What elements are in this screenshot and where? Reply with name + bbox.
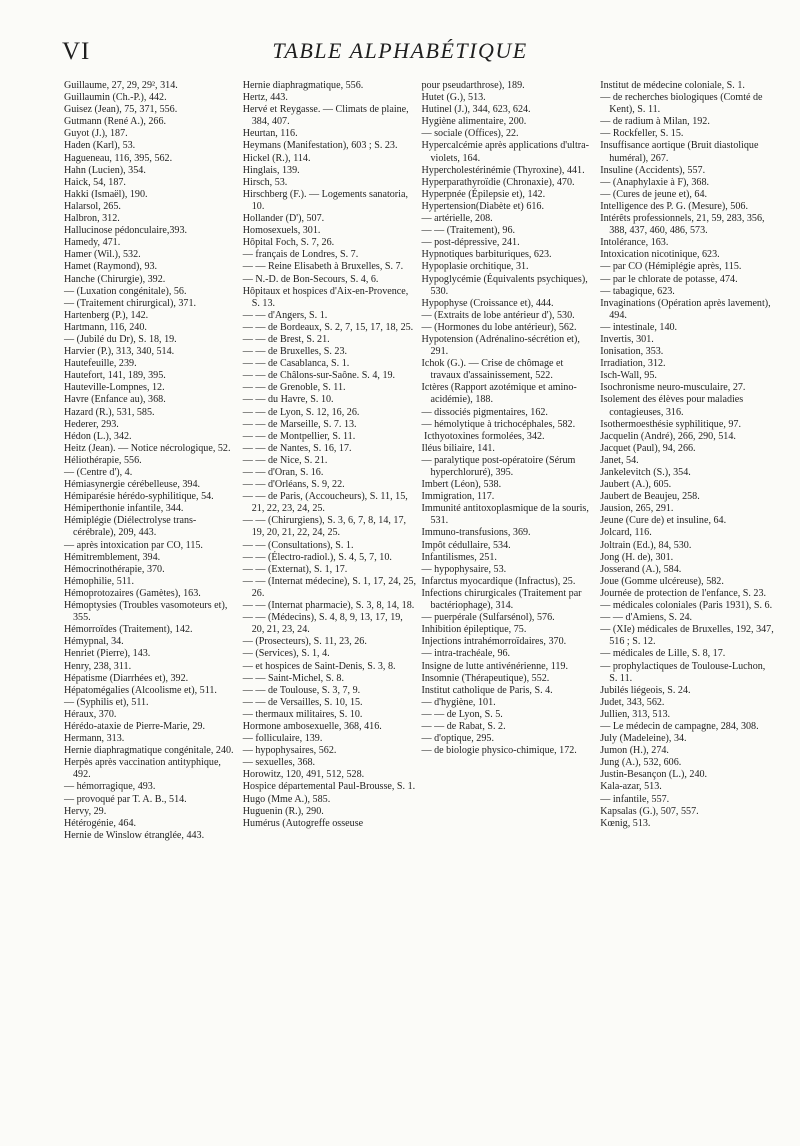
index-entry: Halbron, 312. bbox=[64, 213, 120, 225]
page-number: VI bbox=[62, 38, 91, 65]
index-column-3 bbox=[422, 80, 596, 1136]
index-entry: — — (Chirurgiens), S. 3, 6, 7, 8, 14, 17, 19, 20, 21, 22, 24, 25. bbox=[242, 515, 409, 539]
index-entry: Judet, 343, 562. bbox=[600, 696, 665, 708]
index-entry: — (Luxation congénitale), 56. bbox=[64, 285, 187, 297]
index-entry: Hygiène alimentaire, 200. bbox=[421, 116, 527, 128]
index-entry: Institut catholique de Paris, S. 4. bbox=[421, 684, 553, 696]
index-entry: Hirschberg (F.). — Logements sanatoria, 10. bbox=[242, 188, 411, 212]
index-entry: Hamet (Raymond), 93. bbox=[64, 261, 158, 273]
index-entry: Hernie de Winslow étranglée, 443. bbox=[64, 829, 205, 841]
index-entry: Hépatomégalies (Alcoolisme et), 511. bbox=[64, 684, 217, 696]
index-entry: Jullien, 313, 513. bbox=[600, 708, 671, 720]
index-entry: Hémypnal, 34. bbox=[64, 636, 124, 648]
index-entry: — après intoxication par CO, 115. bbox=[64, 539, 203, 551]
index-entry: Hypoglycémie (Équivalents psychiques), 530. bbox=[421, 273, 591, 297]
index-entry: — — de Lyon, S. 5. bbox=[421, 708, 503, 720]
index-entry: — (Prosecteurs), S. 11, 23, 26. bbox=[242, 636, 367, 648]
index-entry: Immunité antitoxoplasmique de la souris, 531. bbox=[421, 503, 592, 527]
index-entry: — provoqué par T. A. B., 514. bbox=[64, 793, 187, 805]
index-entry: — intra-trachéale, 96. bbox=[421, 648, 511, 660]
index-entry: Joue (Gomme ulcéreuse), 582. bbox=[600, 575, 724, 587]
index-entry: — — d'Angers, S. 1. bbox=[242, 309, 328, 321]
index-entry: — médicales de Lille, S. 8, 17. bbox=[600, 648, 726, 660]
index-entry: — — (Médecins), S. 4, 8, 9, 13, 17, 19, 20, 21, 23, 24. bbox=[242, 612, 406, 636]
index-entry: Jacquet (Paul), 94, 266. bbox=[600, 442, 696, 454]
index-entry: — hémorragique, 493. bbox=[64, 781, 156, 793]
index-entry: — d'optique, 295. bbox=[421, 733, 494, 745]
index-entry: Homosexuels, 301. bbox=[242, 225, 321, 237]
index-entry: — — de Bordeaux, S. 2, 7, 15, 17, 18, 25. bbox=[242, 321, 414, 333]
index-entry: Hugo (Mme A.), 585. bbox=[242, 793, 331, 805]
index-column-1 bbox=[64, 80, 238, 1136]
index-entry: — paralytique post-opératoire (Sérum hyperchloruré), 395. bbox=[421, 454, 578, 478]
index-entry: Isch-Wall, 95. bbox=[600, 370, 657, 382]
index-entry: Herpès après vaccination antityphique, 492. bbox=[64, 757, 224, 781]
index-entry: — sociale (Offices), 22. bbox=[421, 128, 519, 140]
index-entry: Hédon (L.), 342. bbox=[64, 430, 132, 442]
index-entry: Hauteville-Lompnes, 12. bbox=[64, 382, 165, 394]
index-entry: Jung (A.), 532, 606. bbox=[600, 757, 682, 769]
index-entry: Hypnotiques barbituriques, 623. bbox=[421, 249, 552, 261]
index-entry: — — de Nice, S. 21. bbox=[242, 454, 328, 466]
index-entry: Kapsalas (G.), 507, 557. bbox=[600, 805, 699, 817]
index-entry: Hickel (R.), 114. bbox=[242, 152, 311, 164]
index-entry: — hémolytique à trichocéphales, 582. bbox=[421, 418, 576, 430]
index-entry: Hétérogénie, 464. bbox=[64, 817, 137, 829]
index-entry: — — d'Orléans, S. 9, 22. bbox=[242, 479, 345, 491]
index-entry: Héliothérapie, 556. bbox=[64, 454, 142, 466]
index-entry: — — de Toulouse, S. 3, 7, 9. bbox=[242, 684, 361, 696]
index-entry: — dissociés pigmentaires, 162. bbox=[421, 406, 548, 418]
index-entry: Hérédo-ataxie de Pierre-Marie, 29. bbox=[64, 720, 205, 732]
index-entry: — (Syphilis et), 511. bbox=[64, 696, 149, 708]
index-entry: Hépatisme (Diarrhées et), 392. bbox=[64, 672, 189, 684]
index-entry: — post-dépressive, 241. bbox=[421, 237, 520, 249]
index-entry: Jausion, 265, 291. bbox=[600, 503, 674, 515]
index-entry: Icthyotoxines formolées, 342. bbox=[421, 430, 545, 442]
index-entry: — folliculaire, 139. bbox=[242, 733, 323, 745]
index-entry: — intestinale, 140. bbox=[600, 321, 678, 333]
index-entry: Isothermoesthésie syphilitique, 97. bbox=[600, 418, 741, 430]
index-entry: Guyot (J.), 187. bbox=[64, 128, 128, 140]
index-entry: — (Jubilé du Dr), S. 18, 19. bbox=[64, 333, 177, 345]
index-entry: — — d'Oran, S. 16. bbox=[242, 467, 324, 478]
index-entry: Justin-Besançon (L.), 240. bbox=[600, 769, 708, 781]
index-column-4 bbox=[600, 80, 777, 1136]
index-entry: Hervé et Reygasse. — Climats de plaine, 384, 407. bbox=[242, 104, 412, 128]
index-entry: Hypophyse (Croissance et), 444. bbox=[421, 297, 554, 309]
index-entry: Haden (Karl), 53. bbox=[64, 140, 136, 152]
index-entry: Jubilés liégeois, S. 24. bbox=[600, 684, 691, 696]
index-entry: — infantile, 557. bbox=[600, 793, 670, 805]
index-entry: Humérus (Autogreffe osseuse bbox=[242, 817, 364, 829]
index-entry: Intelligence des P. G. (Mesure), 506. bbox=[600, 200, 748, 212]
index-entry: Isochronisme neuro-musculaire, 27. bbox=[600, 382, 746, 394]
index-entry: Journée de protection de l'enfance, S. 23. bbox=[600, 587, 767, 599]
index-entry: — — de Grenoble, S. 11. bbox=[242, 382, 346, 394]
index-entry: Hahn (Lucien), 354. bbox=[64, 164, 146, 176]
index-entry: — tabagique, 623. bbox=[600, 285, 675, 297]
index-entry: Halarsol, 265. bbox=[64, 200, 121, 212]
index-entry: Hazard (R.), 531, 585. bbox=[64, 406, 155, 418]
index-entry: — de radium à Milan, 192. bbox=[600, 116, 710, 128]
index-entry: Hémoprotozaires (Gamètes), 163. bbox=[64, 587, 201, 599]
index-entry: — — de Rabat, S. 2. bbox=[421, 720, 506, 732]
index-entry: Hypercholestérinémie (Thyroxine), 441. bbox=[421, 164, 585, 176]
index-entry: Guillaumin (Ch.-P.), 442. bbox=[64, 92, 167, 104]
index-entry: Hermann, 313. bbox=[64, 733, 125, 745]
index-entry: Hutet (G.), 513. bbox=[421, 92, 486, 104]
index-entry: Jong (H. de), 301. bbox=[600, 551, 674, 563]
index-entry: Insomnie (Thérapeutique), 552. bbox=[421, 672, 550, 684]
index-entry: — (Centre d'), 4. bbox=[64, 467, 133, 478]
index-entry: Isolement des élèves pour maladies contagieuses, 316. bbox=[600, 394, 746, 418]
index-entry: Infantilismes, 251. bbox=[421, 551, 497, 563]
index-entry: Immuno-transfusions, 369. bbox=[421, 527, 531, 539]
index-entry: — — de Paris, (Accoucheurs), S. 11, 15, 21, 22, 23, 24, 25. bbox=[242, 491, 411, 515]
index-entry: — — de Brest, S. 21. bbox=[242, 333, 330, 345]
index-entry: Guisez (Jean), 75, 371, 556. bbox=[64, 104, 178, 116]
index-entry: — (Traitement chirurgical), 371. bbox=[64, 297, 197, 309]
index-entry: Hypertension(Diabète et) 616. bbox=[421, 200, 544, 212]
index-entry: Hamedy, 471. bbox=[64, 237, 121, 249]
index-entry: Henriet (Pierre), 143. bbox=[64, 648, 151, 660]
index-entry: Intoxication nicotinique, 623. bbox=[600, 249, 720, 261]
index-entry: Hémophilie, 511. bbox=[64, 575, 134, 587]
index-entry: Hinglais, 139. bbox=[242, 164, 300, 176]
index-entry: Kala-azar, 513. bbox=[600, 781, 662, 793]
page-header bbox=[62, 38, 738, 74]
index-entry: Irradiation, 312. bbox=[600, 358, 666, 370]
index-entry: — — de Bruxelles, S. 23. bbox=[242, 346, 348, 358]
index-entry: Henry, 238, 311. bbox=[64, 660, 132, 672]
index-entry: Hartenberg (P.), 142. bbox=[64, 309, 149, 321]
index-entry: Hernie diaphragmatique congénitale, 240. bbox=[64, 745, 234, 757]
index-entry: Heurtan, 116. bbox=[242, 128, 298, 140]
index-entry: Jolcard, 116. bbox=[600, 527, 652, 539]
index-entry: Intérêts professionnels, 21, 59, 283, 356, 388, 437, 460, 486, 573. bbox=[600, 213, 768, 237]
index-entry: Hallucinose pédonculaire,393. bbox=[64, 225, 188, 237]
index-entry: Heitz (Jean). — Notice nécrologique, 52. bbox=[64, 442, 231, 454]
index-entry: Infarctus myocardique (Infractus), 25. bbox=[421, 575, 576, 587]
index-entry: Hôpitaux et hospices d'Aix-en-Provence, S. 13. bbox=[242, 285, 411, 309]
index-entry: Hertz, 443. bbox=[242, 92, 288, 104]
index-entry: Hautefort, 141, 189, 395. bbox=[64, 370, 166, 382]
index-entry: Hémiperthonie infantile, 344. bbox=[64, 503, 184, 515]
index-entry: Hôpital Foch, S. 7, 26. bbox=[242, 237, 335, 249]
index-entry: Institut de médecine coloniale, S. 1. bbox=[600, 80, 745, 91]
index-entry: Havre (Enfance au), 368. bbox=[64, 394, 166, 406]
index-entry: — — de Versailles, S. 10, 15. bbox=[242, 696, 363, 708]
index-entry: Hémorroïdes (Traitement), 142. bbox=[64, 624, 193, 636]
index-entry: Haick, 54, 187. bbox=[64, 176, 126, 188]
index-entry: Inhibition épileptique, 75. bbox=[421, 624, 527, 636]
index-entry: July (Madeleine), 34. bbox=[600, 733, 687, 745]
index-entry: Invertis, 301. bbox=[600, 333, 654, 345]
index-entry: — médicales coloniales (Paris 1931), S. 6. bbox=[600, 600, 773, 612]
index-entry: Invaginations (Opération après lavement), 494. bbox=[600, 297, 774, 321]
index-entry: Hémitremblement, 394. bbox=[64, 551, 161, 563]
index-entry: Hartmann, 116, 240. bbox=[64, 321, 147, 333]
index-entry: — d'hygiène, 101. bbox=[421, 696, 496, 708]
index-entry: Hagueneau, 116, 395, 562. bbox=[64, 152, 173, 164]
index-entry: Hémoptysies (Troubles vasomoteurs et), 355. bbox=[64, 600, 230, 624]
index-entry: Josserand (A.), 584. bbox=[600, 563, 682, 575]
index-entry: — thermaux militaires, S. 10. bbox=[242, 708, 363, 720]
index-entry: Harvier (P.), 313, 340, 514. bbox=[64, 346, 175, 358]
index-entry: — N.-D. de Bon-Secours, S. 4, 6. bbox=[242, 273, 379, 285]
index-entry: — artérielle, 208. bbox=[421, 213, 493, 225]
index-entry: Hémocrinothérapie, 370. bbox=[64, 563, 165, 575]
index-entry: — (Anaphylaxie à F), 368. bbox=[600, 176, 710, 188]
index-entry: Hervy, 29. bbox=[64, 805, 107, 817]
index-entry: — — de Châlons-sur-Saône. S. 4, 19. bbox=[242, 370, 396, 382]
index-entry: Horowitz, 120, 491, 512, 528. bbox=[242, 769, 365, 781]
index-entry: Hautefeuille, 239. bbox=[64, 358, 137, 370]
index-entry: — hypophysaire, 53. bbox=[421, 563, 507, 575]
index-entry: — — de Casablanca, S. 1. bbox=[242, 358, 350, 370]
index-entry: — et hospices de Saint-Denis, S. 3, 8. bbox=[242, 660, 396, 672]
index-entry: Hernie diaphragmatique, 556. bbox=[242, 80, 364, 91]
index-entry: Ionisation, 353. bbox=[600, 346, 664, 358]
index-entry: Huguenin (R.), 290. bbox=[242, 805, 324, 817]
index-entry: — — (Internat médecine), S. 1, 17, 24, 25, 26. bbox=[242, 575, 419, 599]
index-entry: — (Services), S. 1, 4. bbox=[242, 648, 330, 660]
index-entry: Hormone ambosexuelle, 368, 416. bbox=[242, 720, 382, 732]
index-entry: Hypoplasie orchitique, 31. bbox=[421, 261, 529, 273]
index-entry: Jacquelin (André), 266, 290, 514. bbox=[600, 430, 736, 442]
index-entry: Jeune (Cure de) et insuline, 64. bbox=[600, 515, 727, 527]
index-entry: Injections intrahémorroïdaires, 370. bbox=[421, 636, 567, 648]
index-entry: Insigne de lutte antivénérienne, 119. bbox=[421, 660, 568, 672]
index-entry: Guillaume, 27, 29, 29², 314. bbox=[64, 80, 178, 91]
index-entry: — (XIe) médicales de Bruxelles, 192, 347, 516 ; S. 12. bbox=[600, 624, 777, 648]
index-entry: — — Reine Elisabeth à Bruxelles, S. 7. bbox=[242, 261, 404, 273]
index-entry: Hollander (D'), 507. bbox=[242, 213, 325, 225]
index-entry: Janet, 54. bbox=[600, 454, 639, 466]
index-entry: — — (Consultations), S. 1. bbox=[242, 539, 354, 551]
index-entry: — de biologie physico-chimique, 172. bbox=[421, 745, 577, 757]
index-entry: Hamer (Wil.), 532. bbox=[64, 249, 141, 261]
index-entry: Gutmann (René A.), 266. bbox=[64, 116, 167, 128]
index-entry: — français de Londres, S. 7. bbox=[242, 249, 359, 261]
index-entry: Imbert (Léon), 538. bbox=[421, 479, 502, 491]
index-entry: — puerpérale (Sulfarsénol), 576. bbox=[421, 612, 555, 624]
index-entry: Intolérance, 163. bbox=[600, 237, 669, 249]
index-entry: — (Hormones du lobe antérieur), 562. bbox=[421, 321, 577, 333]
index-entry: Hypercalcémie après applications d'ultra-violets, 164. bbox=[421, 140, 589, 164]
index-entry: — hypophysaires, 562. bbox=[242, 745, 337, 757]
index-entry: Hémiasynergie cérébelleuse, 394. bbox=[64, 479, 201, 491]
index-entry: — — (Électro-radiol.), S. 4, 5, 7, 10. bbox=[242, 551, 392, 563]
index-entry: Immigration, 117. bbox=[421, 491, 495, 503]
index-entry: — Rockfeller, S. 15. bbox=[600, 128, 684, 140]
index-entry: Hanche (Chirurgie), 392. bbox=[64, 273, 166, 285]
index-entry: Hyperpnée (Épilepsie et), 142. bbox=[421, 188, 546, 200]
index-entry: Jumon (H.), 274. bbox=[600, 745, 669, 757]
index-entry: — — de Montpellier, S. 11. bbox=[242, 430, 356, 442]
index-columns bbox=[64, 80, 777, 1136]
index-entry: Hutinel (J.), 344, 623, 624. bbox=[421, 104, 531, 116]
index-entry: — (Cures de jeune et), 64. bbox=[600, 188, 708, 200]
index-entry: — — (Externat), S. 1, 17. bbox=[242, 563, 348, 575]
index-entry: — — (Internat pharmacie), S. 3, 8, 14, 18. bbox=[242, 600, 415, 612]
index-entry: — de recherches biologiques (Comté de Kent), S. 11. bbox=[600, 92, 766, 116]
index-entry: Hémiparésie hérédo-syphilitique, 54. bbox=[64, 491, 214, 503]
index-entry: Jaubert de Beaujeu, 258. bbox=[600, 491, 700, 503]
index-entry: — sexuelles, 368. bbox=[242, 757, 316, 769]
index-entry: Infections chirurgicales (Traitement par bactériophage), 314. bbox=[421, 587, 585, 612]
index-entry: — — de Nantes, S. 16, 17. bbox=[242, 442, 352, 454]
index-entry: — — (Traitement), 96. bbox=[421, 225, 516, 237]
index-entry: — prophylactiques de Toulouse-Luchon, S. 11. bbox=[600, 660, 768, 684]
index-entry: — — d'Amiens, S. 24. bbox=[600, 612, 693, 624]
index-entry: Hospice départemental Paul-Brousse, S. 1. bbox=[242, 781, 416, 793]
index-entry: pour pseudarthrose), 189. bbox=[421, 80, 525, 91]
index-entry: Ichok (G.). — Crise de chômage et travaux d'assainissement, 522. bbox=[421, 358, 566, 382]
running-head-title: TABLE ALPHABÉTIQUE bbox=[272, 38, 528, 63]
index-entry: — par CO (Hémiplégie après, 115. bbox=[600, 261, 742, 273]
index-entry: — Le médecin de campagne, 284, 308. bbox=[600, 720, 759, 732]
index-entry: Heymans (Manifestation), 603 ; S. 23. bbox=[242, 140, 398, 152]
index-entry: — — du Havre, S. 10. bbox=[242, 394, 334, 406]
index-entry: Hirsch, 53. bbox=[242, 176, 288, 188]
index-entry: Jankelevitch (S.), 354. bbox=[600, 467, 691, 478]
index-entry: Jaubert (A.), 605. bbox=[600, 479, 672, 491]
index-entry: — (Extraits de lobe antérieur d'), 530. bbox=[421, 309, 575, 321]
index-entry: — — de Lyon, S. 12, 16, 26. bbox=[242, 406, 360, 418]
index-entry: Insuffisance aortique (Bruit diastolique huméral), 267. bbox=[600, 140, 761, 164]
index-entry: Ictères (Rapport azotémique et amino-acidémie), 188. bbox=[421, 382, 577, 406]
index-entry: Hakki (Ismaël), 190. bbox=[64, 188, 148, 200]
index-entry: Kœnig, 513. bbox=[600, 817, 651, 829]
index-entry: Hypotension (Adrénalino-sécrétion et), 291. bbox=[421, 333, 583, 358]
index-entry: Insuline (Accidents), 557. bbox=[600, 164, 706, 176]
index-entry: Héraux, 370. bbox=[64, 708, 117, 720]
index-entry: Joltrain (Ed.), 84, 530. bbox=[600, 539, 692, 551]
index-column-2 bbox=[243, 80, 417, 1136]
index-entry: — — Saint-Michel, S. 8. bbox=[242, 672, 344, 684]
index-entry: Impôt cédullaire, 534. bbox=[421, 539, 511, 551]
index-entry: — par le chlorate de potasse, 474. bbox=[600, 273, 738, 285]
index-entry: Hederer, 293. bbox=[64, 418, 119, 430]
index-entry: Hémiplégie (Diélectrolyse trans-cérébrale), 209, 443. bbox=[64, 515, 197, 539]
index-entry: — — de Marseille, S. 7. 13. bbox=[242, 418, 357, 430]
index-entry: Hyperparathyroïdie (Chronaxie), 470. bbox=[421, 176, 575, 188]
index-entry: Iléus biliaire, 141. bbox=[421, 442, 495, 454]
